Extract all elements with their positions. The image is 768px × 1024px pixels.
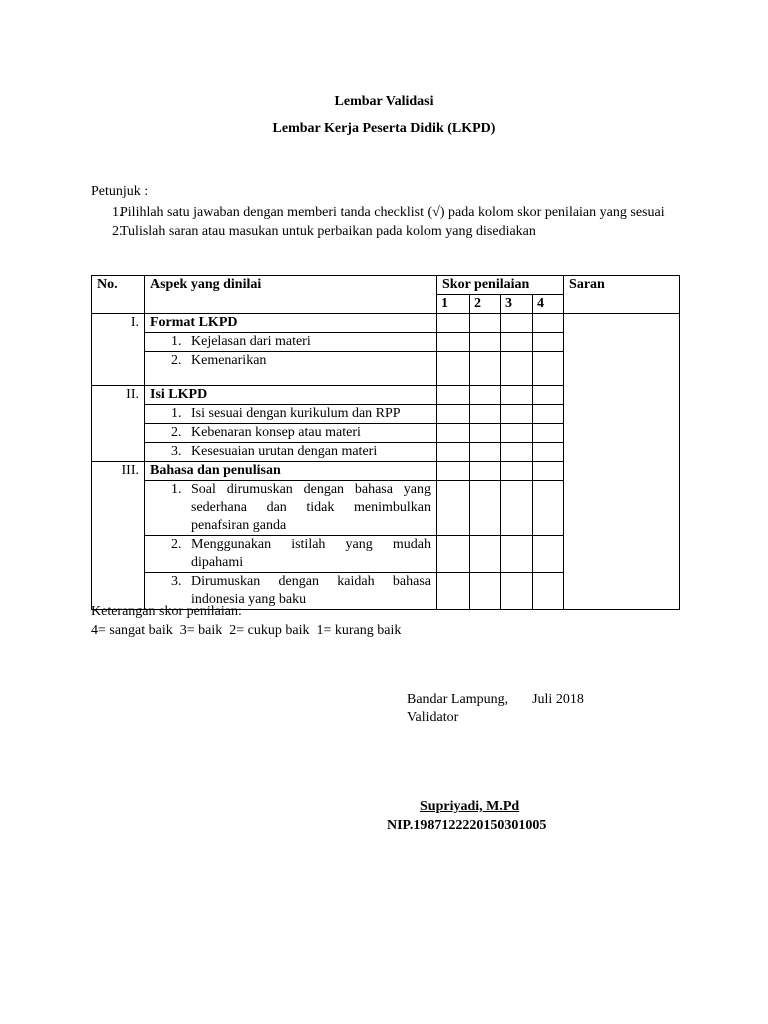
legend-label: Keterangan skor penilaian: (91, 604, 242, 619)
aspect-item: 3. Dirumuskan dengan kaidah bahasa indonesia yang baku (145, 573, 437, 610)
score-legend (91, 602, 401, 640)
score-cell[interactable] (501, 386, 533, 405)
section-number: I. (92, 314, 145, 386)
score-cell[interactable] (501, 333, 533, 352)
score-cell[interactable] (533, 405, 564, 424)
signatory-name: Supriyadi, M.Pd (420, 799, 520, 814)
score-cell[interactable] (470, 443, 501, 462)
score-cell[interactable] (533, 333, 564, 352)
score-cell[interactable] (470, 314, 501, 333)
score-cell[interactable] (470, 573, 501, 610)
instruction-number: 2. (112, 224, 123, 239)
aspect-item: 2. Menggunakan istilah yang mudah dipahami (145, 536, 437, 573)
section-number: II. (92, 386, 145, 462)
score-cell[interactable] (533, 352, 564, 386)
score-cell[interactable] (470, 386, 501, 405)
instructions (91, 183, 676, 241)
aspect-item: 2. Kemenarikan (145, 352, 437, 386)
score-header-3: 3 (501, 295, 533, 314)
legend-text: 4= sangat baik 3= baik 2= cukup baik 1= kurang baik (91, 623, 402, 638)
score-header-4: 4 (533, 295, 564, 314)
header-aspect: Aspek yang dinilai (145, 276, 437, 314)
signature-role: Validator (407, 710, 459, 725)
score-cell[interactable] (437, 536, 470, 573)
score-cell[interactable] (437, 314, 470, 333)
score-cell[interactable] (437, 443, 470, 462)
score-cell[interactable] (470, 462, 501, 481)
score-cell[interactable] (501, 424, 533, 443)
score-cell[interactable] (501, 443, 533, 462)
score-cell[interactable] (533, 386, 564, 405)
aspect-item: 1. Isi sesuai dengan kurikulum dan RPP (145, 405, 437, 424)
signature-place-date (407, 691, 584, 709)
score-cell[interactable] (470, 536, 501, 573)
instruction-item-2 (91, 223, 676, 241)
score-cell[interactable] (533, 424, 564, 443)
instruction-text: Pilihlah satu jawaban dengan memberi tanda checklist (√) pada kolom skor penilaian yang sesuai (120, 205, 665, 220)
score-cell[interactable] (437, 424, 470, 443)
score-header-2: 2 (470, 295, 501, 314)
header-no: No. (92, 276, 145, 314)
score-cell[interactable] (437, 405, 470, 424)
score-cell[interactable] (501, 352, 533, 386)
score-cell[interactable] (470, 481, 501, 536)
aspect-item: 2. Kebenaran konsep atau materi (145, 424, 437, 443)
score-cell[interactable] (470, 352, 501, 386)
instruction-item-1 (91, 204, 676, 222)
signature-date: Juli 2018 (532, 692, 584, 707)
section-title: Format LKPD (145, 314, 437, 333)
signature-place: Bandar Lampung, (407, 692, 509, 707)
score-cell[interactable] (533, 314, 564, 333)
document-subtitle: Lembar Kerja Peserta Didik (LKPD) (272, 121, 496, 136)
score-cell[interactable] (437, 333, 470, 352)
score-cell[interactable] (470, 424, 501, 443)
score-cell[interactable] (501, 462, 533, 481)
score-cell[interactable] (470, 405, 501, 424)
score-cell[interactable] (501, 481, 533, 536)
score-cell[interactable] (437, 462, 470, 481)
aspect-item: 1. Soal dirumuskan dengan bahasa yang sederhana dan tidak menimbulkan penafsiran ganda (145, 481, 437, 536)
score-cell[interactable] (501, 314, 533, 333)
score-cell[interactable] (533, 462, 564, 481)
score-cell[interactable] (501, 536, 533, 573)
section-title: Bahasa dan penulisan (145, 462, 437, 481)
score-cell[interactable] (437, 573, 470, 610)
aspect-item: 1. Kejelasan dari materi (145, 333, 437, 352)
score-cell[interactable] (533, 443, 564, 462)
instructions-label: Petunjuk : (91, 184, 149, 199)
section-number: III. (92, 462, 145, 610)
header-score: Skor penilaian (437, 276, 564, 295)
section-title: Isi LKPD (145, 386, 437, 405)
suggestion-cell[interactable] (564, 314, 680, 610)
score-cell[interactable] (470, 333, 501, 352)
score-cell[interactable] (437, 386, 470, 405)
header-suggestion: Saran (564, 276, 680, 314)
score-cell[interactable] (533, 573, 564, 610)
instruction-number: 1. (112, 205, 123, 220)
score-header-1: 1 (437, 295, 470, 314)
score-cell[interactable] (501, 405, 533, 424)
aspect-item: 3. Kesesuaian urutan dengan materi (145, 443, 437, 462)
score-cell[interactable] (437, 352, 470, 386)
score-cell[interactable] (501, 573, 533, 610)
score-cell[interactable] (437, 481, 470, 536)
score-cell[interactable] (533, 481, 564, 536)
validation-table (91, 275, 680, 610)
score-cell[interactable] (533, 536, 564, 573)
instruction-text: Tulislah saran atau masukan untuk perbaikan pada kolom yang disediakan (120, 224, 536, 239)
document-title: Lembar Validasi (334, 94, 434, 109)
signatory-nip: NIP.198712222015030100​5 (387, 818, 547, 833)
